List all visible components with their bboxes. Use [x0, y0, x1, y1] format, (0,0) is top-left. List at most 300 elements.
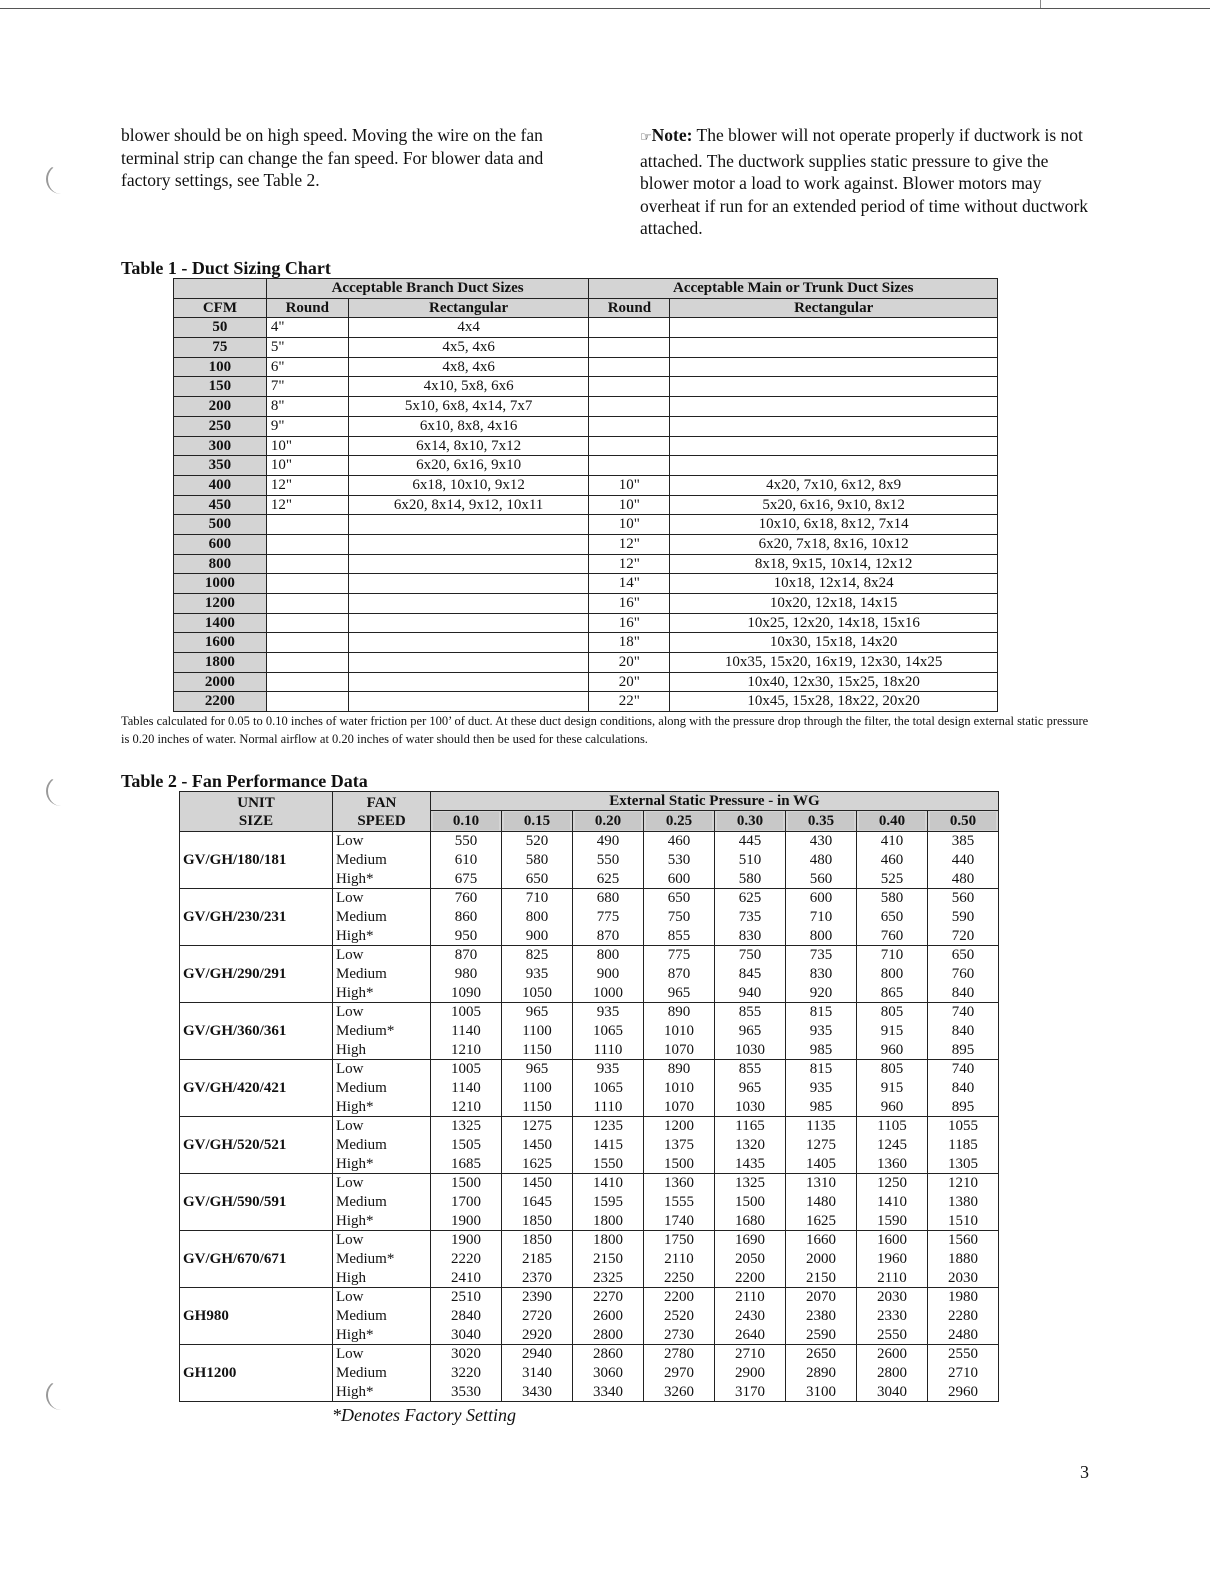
cfm-value-cell: 1690	[715, 1231, 786, 1250]
cfm-value-cell: 915	[857, 1079, 928, 1098]
cfm-value-cell: 935	[786, 1022, 857, 1041]
fan-speed-cell: Low	[333, 1288, 431, 1307]
duct-size-cell: 8"	[266, 397, 348, 417]
cfm-value-cell: 2430	[715, 1307, 786, 1326]
pressure-value: 0.50	[930, 812, 996, 830]
table-row	[174, 692, 998, 712]
cfm-value-cell: 830	[715, 927, 786, 946]
table-row	[180, 889, 999, 908]
static-pressure-header: External Static Pressure - in WG	[431, 792, 999, 811]
fan-speed-cell: High	[333, 1041, 431, 1060]
cfm-value-cell: 560	[928, 889, 999, 908]
cfm-value-cell: 3100	[786, 1383, 857, 1402]
duct-size-cell: 10"	[589, 495, 670, 515]
duct-size-cell: 10"	[589, 515, 670, 535]
duct-size-cell: 10"	[266, 436, 348, 456]
cfm-value-cell: 610	[431, 851, 502, 870]
cfm-value-cell: 480	[928, 870, 999, 889]
cfm-value-cell: 1010	[644, 1022, 715, 1041]
duct-size-cell	[348, 534, 589, 554]
cfm-value-cell: 2600	[573, 1307, 644, 1326]
table-row	[174, 338, 998, 358]
duct-size-cell: 5x20, 6x16, 9x10, 8x12	[670, 495, 998, 515]
cfm-value-cell: 895	[928, 1041, 999, 1060]
cfm-value-cell: 1500	[431, 1174, 502, 1193]
cfm-value-cell: 1210	[431, 1098, 502, 1117]
fan-speed-cell: Medium	[333, 1364, 431, 1383]
cfm-value-cell: 1235	[573, 1117, 644, 1136]
unit-size-cell: GV/GH/230/231	[180, 889, 333, 946]
cfm-value-cell: 740	[928, 1060, 999, 1079]
cfm-value-cell: 560	[786, 870, 857, 889]
duct-size-cell: 6x18, 10x10, 9x12	[348, 475, 589, 495]
duct-size-cell: 10"	[589, 475, 670, 495]
cfm-value-cell: 2520	[644, 1307, 715, 1326]
table-row	[180, 946, 999, 965]
cfm-value-cell: 1210	[928, 1174, 999, 1193]
cfm-value-cell: 2325	[573, 1269, 644, 1288]
cfm-value-cell: 855	[715, 1003, 786, 1022]
cfm-cell: 800	[174, 554, 267, 574]
duct-size-cell: 6x20, 6x16, 9x10	[348, 456, 589, 476]
cfm-value-cell: 1275	[502, 1117, 573, 1136]
cfm-value-cell: 1055	[928, 1117, 999, 1136]
duct-size-cell	[266, 574, 348, 594]
cfm-value-cell: 3140	[502, 1364, 573, 1383]
table-row	[174, 377, 998, 397]
unit-size-cell: GV/GH/420/421	[180, 1060, 333, 1117]
cfm-value-cell: 3020	[431, 1345, 502, 1364]
cfm-value-cell: 980	[431, 965, 502, 984]
duct-size-cell	[348, 554, 589, 574]
cfm-value-cell: 825	[502, 946, 573, 965]
duct-size-cell: 12"	[266, 475, 348, 495]
pressure-value: 0.30	[717, 812, 783, 830]
duct-size-cell	[348, 653, 589, 673]
fan-speed-cell: Low	[333, 1060, 431, 1079]
cfm-value-cell: 735	[786, 946, 857, 965]
cfm-cell: 1000	[174, 574, 267, 594]
cfm-cell: 200	[174, 397, 267, 417]
table-row	[180, 1288, 999, 1307]
cfm-value-cell: 1500	[715, 1193, 786, 1212]
fan-speed-cell: High*	[333, 984, 431, 1003]
cfm-value-cell: 805	[857, 1060, 928, 1079]
cfm-value-cell: 480	[786, 851, 857, 870]
cfm-value-cell: 2330	[857, 1307, 928, 1326]
pressure-value: 0.20	[575, 812, 641, 830]
cfm-value-cell: 580	[502, 851, 573, 870]
cfm-value-cell: 840	[928, 984, 999, 1003]
cfm-value-cell: 2960	[928, 1383, 999, 1402]
duct-size-cell: 6"	[266, 357, 348, 377]
duct-size-cell	[589, 318, 670, 338]
cfm-value-cell: 3060	[573, 1364, 644, 1383]
cfm-value-cell: 520	[502, 832, 573, 851]
table-row	[174, 515, 998, 535]
cfm-value-cell: 890	[644, 1060, 715, 1079]
cfm-value-cell: 1380	[928, 1193, 999, 1212]
table1-caption: Table 1 - Duct Sizing Chart	[121, 258, 331, 278]
pressure-value: 0.10	[433, 812, 499, 830]
table-row	[174, 672, 998, 692]
cfm-value-cell: 580	[715, 870, 786, 889]
cfm-value-cell: 1310	[786, 1174, 857, 1193]
cfm-value-cell: 830	[786, 965, 857, 984]
cfm-value-cell: 1750	[644, 1231, 715, 1250]
duct-size-cell: 10x45, 15x28, 18x22, 20x20	[670, 692, 998, 712]
fan-performance-table	[179, 791, 999, 1402]
duct-size-cell: 16"	[589, 613, 670, 633]
cfm-value-cell: 710	[502, 889, 573, 908]
fan-speed-cell: Low	[333, 1345, 431, 1364]
fan-speed-cell: Medium	[333, 908, 431, 927]
top-rule	[0, 8, 1210, 9]
cfm-value-cell: 1110	[573, 1098, 644, 1117]
cfm-value-cell: 935	[573, 1060, 644, 1079]
cfm-value-cell: 2550	[857, 1326, 928, 1345]
cfm-value-cell: 2920	[502, 1326, 573, 1345]
unit-size-cell: GH980	[180, 1288, 333, 1345]
duct-size-cell	[348, 633, 589, 653]
main-group-header: Acceptable Main or Trunk Duct Sizes	[589, 279, 998, 299]
cfm-value-cell: 1450	[502, 1174, 573, 1193]
table1-corner	[174, 279, 267, 299]
cfm-value-cell: 985	[786, 1041, 857, 1060]
table-row	[174, 633, 998, 653]
fan-speed-cell: High*	[333, 1155, 431, 1174]
cfm-value-cell: 1185	[928, 1136, 999, 1155]
cfm-value-cell: 3260	[644, 1383, 715, 1402]
cfm-value-cell: 800	[573, 946, 644, 965]
cfm-cell: 75	[174, 338, 267, 358]
cfm-value-cell: 900	[502, 927, 573, 946]
cfm-value-cell: 3340	[573, 1383, 644, 1402]
cfm-value-cell: 1090	[431, 984, 502, 1003]
cfm-value-cell: 1360	[644, 1174, 715, 1193]
factory-setting-footnote: *Denotes Factory Setting	[332, 1405, 516, 1425]
cfm-value-cell: 1135	[786, 1117, 857, 1136]
cfm-value-cell: 2070	[786, 1288, 857, 1307]
pressure-value: 0.25	[646, 812, 712, 830]
cfm-value-cell: 490	[573, 832, 644, 851]
duct-size-cell	[266, 534, 348, 554]
duct-size-cell	[348, 692, 589, 712]
duct-size-cell	[589, 338, 670, 358]
cfm-value-cell: 2380	[786, 1307, 857, 1326]
cfm-value-cell: 1030	[715, 1098, 786, 1117]
table-row	[180, 1231, 999, 1250]
binder-hole-mark	[46, 1380, 68, 1410]
unit-size-cell: GV/GH/670/671	[180, 1231, 333, 1288]
cfm-value-cell: 2185	[502, 1250, 573, 1269]
cfm-value-cell: 1210	[431, 1041, 502, 1060]
cfm-cell: 2200	[174, 692, 267, 712]
cfm-value-cell: 1070	[644, 1041, 715, 1060]
duct-size-cell: 10x30, 15x18, 14x20	[670, 633, 998, 653]
cfm-value-cell: 845	[715, 965, 786, 984]
cfm-value-cell: 2370	[502, 1269, 573, 1288]
table1-col-header: Round	[266, 298, 348, 318]
table-row	[174, 475, 998, 495]
cfm-value-cell: 2860	[573, 1345, 644, 1364]
cfm-value-cell: 1800	[573, 1212, 644, 1231]
cfm-cell: 1600	[174, 633, 267, 653]
cfm-value-cell: 710	[857, 946, 928, 965]
cfm-value-cell: 2410	[431, 1269, 502, 1288]
duct-size-cell: 5"	[266, 338, 348, 358]
duct-size-cell: 4x8, 4x6	[348, 357, 589, 377]
cfm-value-cell: 895	[928, 1098, 999, 1117]
cfm-cell: 1800	[174, 653, 267, 673]
cfm-cell: 100	[174, 357, 267, 377]
duct-size-cell: 10x10, 6x18, 8x12, 7x14	[670, 515, 998, 535]
cfm-value-cell: 1850	[502, 1212, 573, 1231]
cfm-value-cell: 1100	[502, 1022, 573, 1041]
cfm-value-cell: 680	[573, 889, 644, 908]
cfm-value-cell: 650	[502, 870, 573, 889]
cfm-value-cell: 650	[928, 946, 999, 965]
cfm-value-cell: 385	[928, 832, 999, 851]
fan-speed-cell: Medium*	[333, 1022, 431, 1041]
cfm-cell: 350	[174, 456, 267, 476]
cfm-value-cell: 1600	[857, 1231, 928, 1250]
fan-speed-cell: High*	[333, 1098, 431, 1117]
table-row	[180, 1117, 999, 1136]
cfm-value-cell: 2600	[857, 1345, 928, 1364]
cfm-value-cell: 3220	[431, 1364, 502, 1383]
cfm-value-cell: 2390	[502, 1288, 573, 1307]
cfm-cell: 50	[174, 318, 267, 338]
fan-speed-header	[333, 792, 431, 832]
table1-col-header: Rectangular	[670, 298, 998, 318]
duct-size-cell	[670, 377, 998, 397]
fan-speed-cell: Low	[333, 1231, 431, 1250]
cfm-cell: 300	[174, 436, 267, 456]
cfm-value-cell: 865	[857, 984, 928, 1003]
cfm-value-cell: 1065	[573, 1022, 644, 1041]
duct-size-cell: 4x5, 4x6	[348, 338, 589, 358]
cfm-value-cell: 1900	[431, 1212, 502, 1231]
pressure-col-header	[502, 811, 573, 832]
cfm-value-cell: 800	[502, 908, 573, 927]
cfm-value-cell: 870	[573, 927, 644, 946]
cfm-value-cell: 950	[431, 927, 502, 946]
table-row	[174, 594, 998, 614]
table-row	[180, 1174, 999, 1193]
duct-size-cell	[266, 613, 348, 633]
fan-speed-cell: Medium	[333, 1307, 431, 1326]
cfm-value-cell: 1740	[644, 1212, 715, 1231]
cfm-value-cell: 2030	[857, 1288, 928, 1307]
cfm-value-cell: 1030	[715, 1041, 786, 1060]
duct-size-cell	[266, 515, 348, 535]
table-row	[174, 554, 998, 574]
duct-size-cell: 12"	[589, 534, 670, 554]
duct-size-cell	[670, 416, 998, 436]
duct-size-cell	[266, 692, 348, 712]
duct-size-cell	[348, 594, 589, 614]
duct-size-cell: 10x40, 12x30, 15x25, 18x20	[670, 672, 998, 692]
duct-sizing-table	[173, 278, 998, 712]
cfm-value-cell: 960	[857, 1098, 928, 1117]
pressure-col-header	[786, 811, 857, 832]
cfm-value-cell: 2110	[857, 1269, 928, 1288]
duct-size-cell	[266, 672, 348, 692]
cfm-value-cell: 965	[715, 1022, 786, 1041]
duct-size-cell	[348, 613, 589, 633]
cfm-value-cell: 805	[857, 1003, 928, 1022]
duct-size-cell: 5x10, 6x8, 4x14, 7x7	[348, 397, 589, 417]
cfm-value-cell: 2250	[644, 1269, 715, 1288]
cfm-value-cell: 860	[431, 908, 502, 927]
cfm-value-cell: 1410	[573, 1174, 644, 1193]
cfm-value-cell: 1100	[502, 1079, 573, 1098]
duct-size-cell	[348, 574, 589, 594]
cfm-value-cell: 1140	[431, 1022, 502, 1041]
cfm-value-cell: 1625	[502, 1155, 573, 1174]
cfm-value-cell: 2900	[715, 1364, 786, 1383]
cfm-value-cell: 2720	[502, 1307, 573, 1326]
duct-size-cell	[589, 397, 670, 417]
cfm-value-cell: 675	[431, 870, 502, 889]
cfm-value-cell: 855	[644, 927, 715, 946]
cfm-value-cell: 3170	[715, 1383, 786, 1402]
fan-speed-cell: Medium	[333, 1079, 431, 1098]
table-row	[174, 613, 998, 633]
cfm-value-cell: 1450	[502, 1136, 573, 1155]
unit-size-cell: GV/GH/520/521	[180, 1117, 333, 1174]
fan-speed-cell: Low	[333, 832, 431, 851]
duct-size-cell: 10x25, 12x20, 14x18, 15x16	[670, 613, 998, 633]
cfm-value-cell: 1325	[431, 1117, 502, 1136]
cfm-value-cell: 855	[715, 1060, 786, 1079]
page-number: 3	[1080, 1462, 1089, 1482]
cfm-value-cell: 750	[715, 946, 786, 965]
cfm-value-cell: 650	[644, 889, 715, 908]
cfm-value-cell: 460	[857, 851, 928, 870]
duct-size-cell: 20"	[589, 672, 670, 692]
cfm-value-cell: 410	[857, 832, 928, 851]
cfm-value-cell: 2000	[786, 1250, 857, 1269]
fan-speed-cell: Medium*	[333, 1250, 431, 1269]
cfm-cell: 600	[174, 534, 267, 554]
cfm-value-cell: 3430	[502, 1383, 573, 1402]
cfm-value-cell: 3040	[857, 1383, 928, 1402]
cfm-value-cell: 985	[786, 1098, 857, 1117]
duct-size-cell: 10"	[266, 456, 348, 476]
fan-speed-cell: High*	[333, 1383, 431, 1402]
cfm-value-cell: 1590	[857, 1212, 928, 1231]
table-row	[174, 416, 998, 436]
cfm-value-cell: 2890	[786, 1364, 857, 1383]
duct-size-cell: 12"	[266, 495, 348, 515]
cfm-cell: 150	[174, 377, 267, 397]
pressure-col-header	[644, 811, 715, 832]
cfm-value-cell: 2030	[928, 1269, 999, 1288]
table-row	[180, 1003, 999, 1022]
cfm-value-cell: 870	[431, 946, 502, 965]
duct-size-cell: 6x20, 7x18, 8x16, 10x12	[670, 534, 998, 554]
blower-speed-paragraph: blower should be on high speed. Moving the wire on the fan terminal strip can change the fan speed. For blower data and factory settings, see Table 2.	[121, 125, 544, 190]
cfm-value-cell: 2710	[715, 1345, 786, 1364]
fan-speed-cell: High*	[333, 1212, 431, 1231]
duct-size-cell: 16"	[589, 594, 670, 614]
unit-size-cell: GV/GH/180/181	[180, 832, 333, 889]
fan-speed-cell: High	[333, 1269, 431, 1288]
cfm-value-cell: 1960	[857, 1250, 928, 1269]
cfm-value-cell: 3040	[431, 1326, 502, 1345]
fan-speed-cell: Medium	[333, 1193, 431, 1212]
duct-size-cell: 10x35, 15x20, 16x19, 12x30, 14x25	[670, 653, 998, 673]
fan-speed-cell: High*	[333, 927, 431, 946]
unit-header-line1: UNIT	[237, 794, 275, 811]
pressure-value: 0.35	[788, 812, 854, 830]
fan-speed-cell: Low	[333, 946, 431, 965]
pressure-col-header	[928, 811, 999, 832]
cfm-value-cell: 1005	[431, 1060, 502, 1079]
pressure-value: 0.40	[859, 812, 925, 830]
cfm-value-cell: 1595	[573, 1193, 644, 1212]
duct-size-cell: 6x14, 8x10, 7x12	[348, 436, 589, 456]
cfm-value-cell: 965	[644, 984, 715, 1003]
table1-note: Tables calculated for 0.05 to 0.10 inches of water friction per 100’ of duct. At these duct design conditions, along with the pressure drop through the filter, the total design external static pressure is 0.20 inches of water. Normal airflow at 0.20 inches of water should then be used for these calculations.	[121, 714, 1089, 746]
table1-col-header: Rectangular	[348, 298, 589, 318]
cfm-value-cell: 1110	[573, 1041, 644, 1060]
duct-size-cell	[266, 633, 348, 653]
cfm-value-cell: 1245	[857, 1136, 928, 1155]
cfm-value-cell: 775	[644, 946, 715, 965]
cfm-value-cell: 915	[857, 1022, 928, 1041]
fan-speed-cell: Low	[333, 1117, 431, 1136]
cfm-value-cell: 740	[928, 1003, 999, 1022]
duct-size-cell	[348, 515, 589, 535]
duct-size-cell	[266, 554, 348, 574]
cfm-value-cell: 2150	[786, 1269, 857, 1288]
note-label: Note:	[651, 125, 693, 145]
unit-size-cell: GV/GH/290/291	[180, 946, 333, 1003]
duct-size-cell: 14"	[589, 574, 670, 594]
table-row	[174, 574, 998, 594]
cfm-value-cell: 960	[857, 1041, 928, 1060]
cfm-value-cell: 2150	[573, 1250, 644, 1269]
cfm-value-cell: 1880	[928, 1250, 999, 1269]
cfm-value-cell: 1700	[431, 1193, 502, 1212]
cfm-value-cell: 445	[715, 832, 786, 851]
cfm-value-cell: 2510	[431, 1288, 502, 1307]
cfm-value-cell: 2280	[928, 1307, 999, 1326]
duct-size-cell	[670, 318, 998, 338]
cfm-value-cell: 440	[928, 851, 999, 870]
cfm-value-cell: 2730	[644, 1326, 715, 1345]
duct-size-cell: 4"	[266, 318, 348, 338]
cfm-value-cell: 890	[644, 1003, 715, 1022]
duct-size-cell: 9"	[266, 416, 348, 436]
table-row	[180, 832, 999, 851]
cfm-value-cell: 920	[786, 984, 857, 1003]
cfm-value-cell: 1150	[502, 1098, 573, 1117]
duct-size-cell: 7"	[266, 377, 348, 397]
cfm-value-cell: 1415	[573, 1136, 644, 1155]
cfm-value-cell: 870	[644, 965, 715, 984]
cfm-value-cell: 580	[857, 889, 928, 908]
cfm-value-cell: 2050	[715, 1250, 786, 1269]
duct-size-cell	[266, 594, 348, 614]
cfm-value-cell: 1625	[786, 1212, 857, 1231]
cfm-value-cell: 760	[928, 965, 999, 984]
cfm-value-cell: 2200	[644, 1288, 715, 1307]
cfm-value-cell: 815	[786, 1060, 857, 1079]
